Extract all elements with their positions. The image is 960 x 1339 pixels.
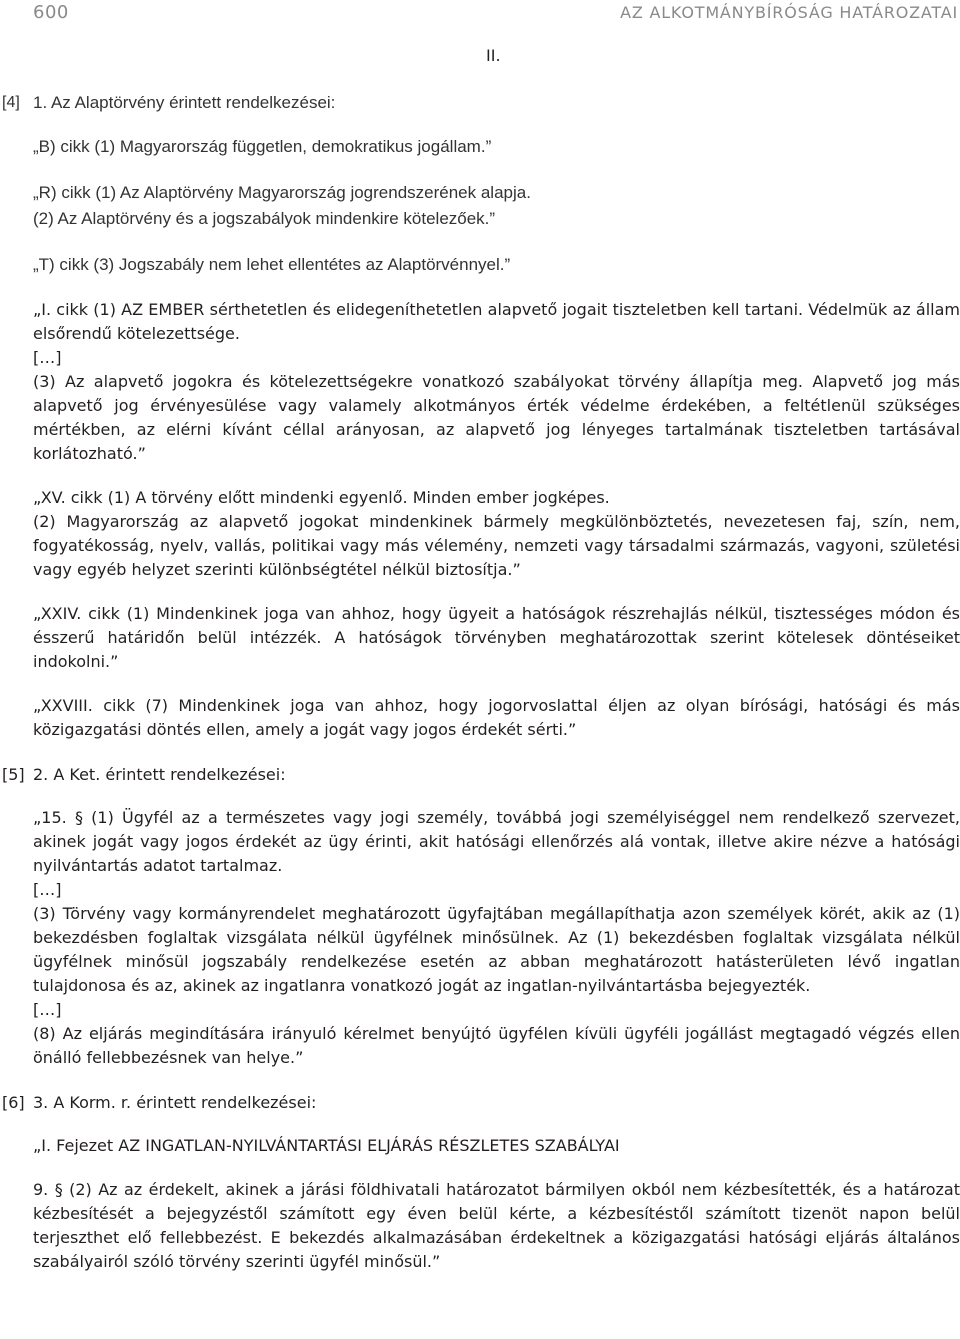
section-heading: 1. Az Alaptörvény érintett rendelkezései: bbox=[33, 93, 336, 112]
omission-mark: […] bbox=[33, 348, 62, 367]
chapter-title: „I. Fejezet AZ INGATLAN-NYILVÁNTARTÁSI ELJÁRÁS RÉSZLETES SZABÁLYAI bbox=[33, 1136, 620, 1155]
quote-block bbox=[33, 252, 960, 278]
paragraph-5 bbox=[0, 762, 960, 1070]
quote-line: „XV. cikk (1) A törvény előtt mindenki egyenlő. Minden ember jogképes. bbox=[33, 488, 610, 507]
section-mark: II. bbox=[486, 46, 501, 65]
section-heading: 2. A Ket. érintett rendelkezései: bbox=[33, 765, 286, 784]
paragraph-4 bbox=[0, 90, 960, 742]
quote-block bbox=[33, 1134, 960, 1158]
quote-line: (3) Törvény vagy kormányrendelet meghatározott ügyfajtában megállapíthatja azon személyek körét, akik az (1) bekezdésben foglaltak vizsgálata nélkül ügyfélnek minősülnek. Az (1) bekezdésben foglaltak vizsgálata nélkül ügyfélnek minősül jogszabály rendelkezése esetén az abban meghatározott hatásterületen lévő ingatlan tulajdonosa és az, akinek az ingatlanra vonatkozó jogát az ingatlan-nyilvántartásba bejegyezték. bbox=[33, 904, 960, 995]
page-header bbox=[0, 2, 960, 26]
quote-block bbox=[33, 694, 960, 742]
quote-line: „I. cikk (1) AZ EMBER sérthetetlen és elidegeníthetetlen alapvető jogait tiszteletben kell tartani. Védelmük az állam elsőrendű kötelezettsége. bbox=[33, 300, 960, 343]
quote-line: (2) Magyarország az alapvető jogokat mindenkinek bármely megkülönböztetés, nevezetesen faj, szín, nem, fogyatékosság, nyelv, vallás, politikai vagy más vélemény, nemzeti vagy társadalmi származás, vagyoni, születési vagy egyéb helyzet szerinti különbségtétel nélkül biztosítja.” bbox=[33, 512, 960, 579]
section-heading: 3. A Korm. r. érintett rendelkezései: bbox=[33, 1093, 317, 1112]
paragraph-number: [6] bbox=[2, 1093, 25, 1112]
quote-block bbox=[33, 134, 960, 160]
quote-line: „R) cikk (1) Az Alaptörvény Magyarország jogrendszerének alapja. bbox=[33, 183, 531, 202]
page-number: 600 bbox=[33, 2, 69, 23]
quote-block bbox=[33, 486, 960, 582]
paragraph-number: [5] bbox=[2, 765, 25, 784]
running-title: AZ ALKOTMÁNYBÍRÓSÁG HATÁROZATAI bbox=[620, 3, 958, 22]
omission-mark: […] bbox=[33, 880, 62, 899]
quote-line: „15. § (1) Ügyfél az a természetes vagy jogi személy, továbbá jogi személyiséggel nem rendelkező szervezet, akinek jogát vagy jogos érdekét az ügy érinti, akit hatósági ellenőrzés alá vontak, illetve akire nézve a hatósági nyilvántartás adatot tartalmaz. bbox=[33, 808, 960, 875]
quote-line: 9. § (2) Az az érdekelt, akinek a járási földhivatali határozatot bármilyen okból nem kézbesítették, és a határozat kézbesítését a bejegyzéstől számított egy éven belül kérte, a kézbesítéstől számított tizenöt napon belül terjeszthet elő fellebbezést. E bekezdés alkalmazásában érdekeltnek a közigazgatási hatósági eljárás általános szabályairól szóló törvény szerinti ügyfél minősül.” bbox=[33, 1180, 960, 1271]
quote-line: (2) Az Alaptörvény és a jogszabályok mindenkire kötelezőek.” bbox=[33, 209, 496, 228]
quote-line: „XXIV. cikk (1) Mindenkinek joga van ahhoz, hogy ügyeit a hatóságok részrehajlás nélkül, tisztességes módon és ésszerű határidőn belül intézzék. A hatóságok törvényben meghatározottak szerint kötelesek döntéseiket indokolni.” bbox=[33, 604, 960, 671]
quote-line: (3) Az alapvető jogokra és kötelezettségekre vonatkozó szabályokat törvény állapítja meg. Alapvető jog más alapvető jog érvényesülése vagy valamely alkotmányos érték védelme érdekében, a feltétlenül szükséges mértékben, az elérni kívánt céllal arányosan, az alapvető jog lényeges tartalmának tiszteletben tartásával korlátozható.” bbox=[33, 372, 960, 463]
quote-line: „T) cikk (3) Jogszabály nem lehet ellentétes az Alaptörvénnyel.” bbox=[33, 255, 511, 274]
quote-block bbox=[33, 602, 960, 674]
document-body bbox=[0, 90, 960, 1294]
quote-block bbox=[33, 298, 960, 466]
quote-block bbox=[33, 806, 960, 1070]
omission-mark: […] bbox=[33, 1000, 62, 1019]
paragraph-6 bbox=[0, 1090, 960, 1274]
paragraph-number: [4] bbox=[2, 94, 20, 111]
quote-line: (8) Az eljárás megindítására irányuló kérelmet benyújtó ügyfélen kívüli ügyféli jogállást megtagadó végzés ellen önálló fellebbezésnek van helye.” bbox=[33, 1024, 960, 1067]
quote-line: „XXVIII. cikk (7) Mindenkinek joga van ahhoz, hogy jogorvoslattal éljen az olyan bírósági, hatósági és más közigazgatási döntés ellen, amely a jogát vagy jogos érdekét sérti.” bbox=[33, 696, 960, 739]
quote-block bbox=[33, 1178, 960, 1274]
quote-line: „B) cikk (1) Magyarország független, demokratikus jogállam.” bbox=[33, 137, 492, 156]
quote-block bbox=[33, 180, 960, 232]
